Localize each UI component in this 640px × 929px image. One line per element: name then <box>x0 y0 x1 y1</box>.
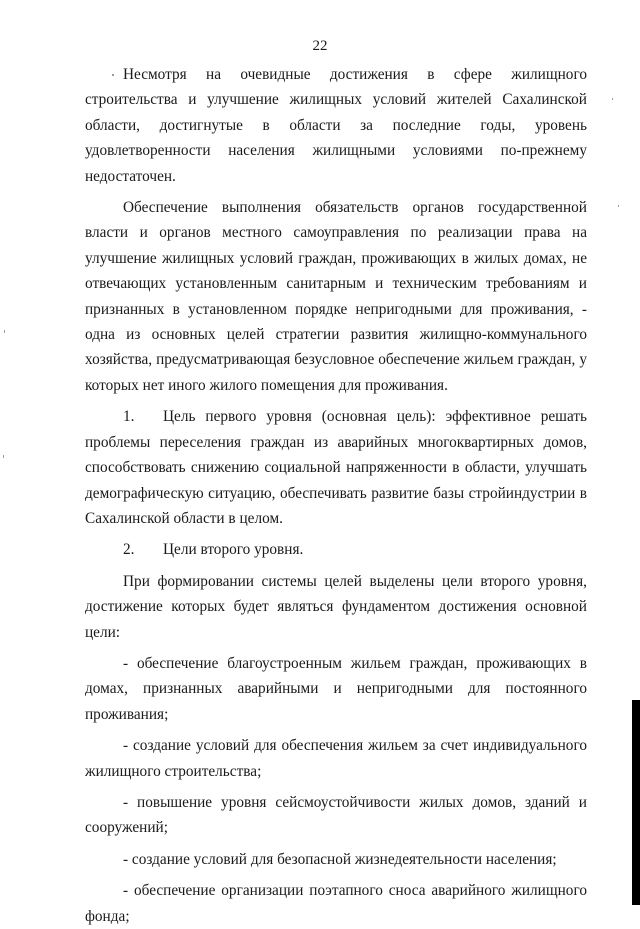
item-text: Цель первого уровня (основная цель): эффективное решать проблемы переселения граждан из аварийных многоквартирных домов, способствовать снижению социальной напряженности в области, улучшать демографическую ситуацию, обеспечивать развитие базы стройиндустрии в Сахалинской области в целом. <box>85 408 587 527</box>
paragraph-goals-system: При формировании системы целей выделены цели второго уровня, достижение которых будет являться фундаментом достижения основной цели: <box>85 572 587 641</box>
list-item-demolition: - обеспечение организации поэтапного сноса аварийного жилищного фонда; <box>85 882 587 925</box>
scan-speck <box>612 98 613 100</box>
paragraph-goal-level-1 <box>85 404 587 531</box>
list-item-individual-construction: - создание условий для обеспечения жильем за счет индивидуального жилищного строительства; <box>85 737 587 780</box>
scan-speck <box>112 74 114 76</box>
scan-edge-shadow <box>632 700 640 905</box>
list-item-safety: - создание условий для безопасной жизнедеятельности населения; <box>123 850 557 868</box>
paragraph-intro: Несмотря на очевидные достижения в сфере жилищного строительства и улучшение жилищных условий жителей Сахалинской области, достигнутые в области за последние годы, уровень удовлетворенности населения жилищными условиями по-прежнему недостаточен. <box>85 66 587 185</box>
item-number: 1. <box>123 408 135 426</box>
item-text: Цели второго уровня. <box>163 541 304 559</box>
paragraph-goal-level-2 <box>85 537 587 562</box>
list-item-seismic: - повышение уровня сейсмоустойчивости жилых домов, зданий и сооружений; <box>85 793 587 837</box>
scan-speck <box>618 205 619 207</box>
scan-speck <box>4 330 5 333</box>
list-item-housing: - обеспечение благоустроенным жильем граждан, проживающих в домах, признанных аварийными и непригодными для постоянного проживания; <box>85 654 587 723</box>
scan-speck <box>3 455 4 458</box>
paragraph-obligations: Обеспечение выполнения обязательств органов государственной власти и органов местного самоуправления по реализации права на улучшение жилищных условий граждан, проживающих в жилых домах, не отвечающих установленным санитарным и техническим требованиям и признанных в установленном порядке непригодными для проживания, - одна из основных целей стратегии развития жилищно-коммунального хозяйства, предусматривающая безусловное обеспечение жильем граждан, у которых нет иного жилого помещения для проживания. <box>85 199 587 394</box>
body-text <box>85 62 587 929</box>
item-number: 2. <box>123 541 135 559</box>
page-number: 22 <box>312 38 328 54</box>
